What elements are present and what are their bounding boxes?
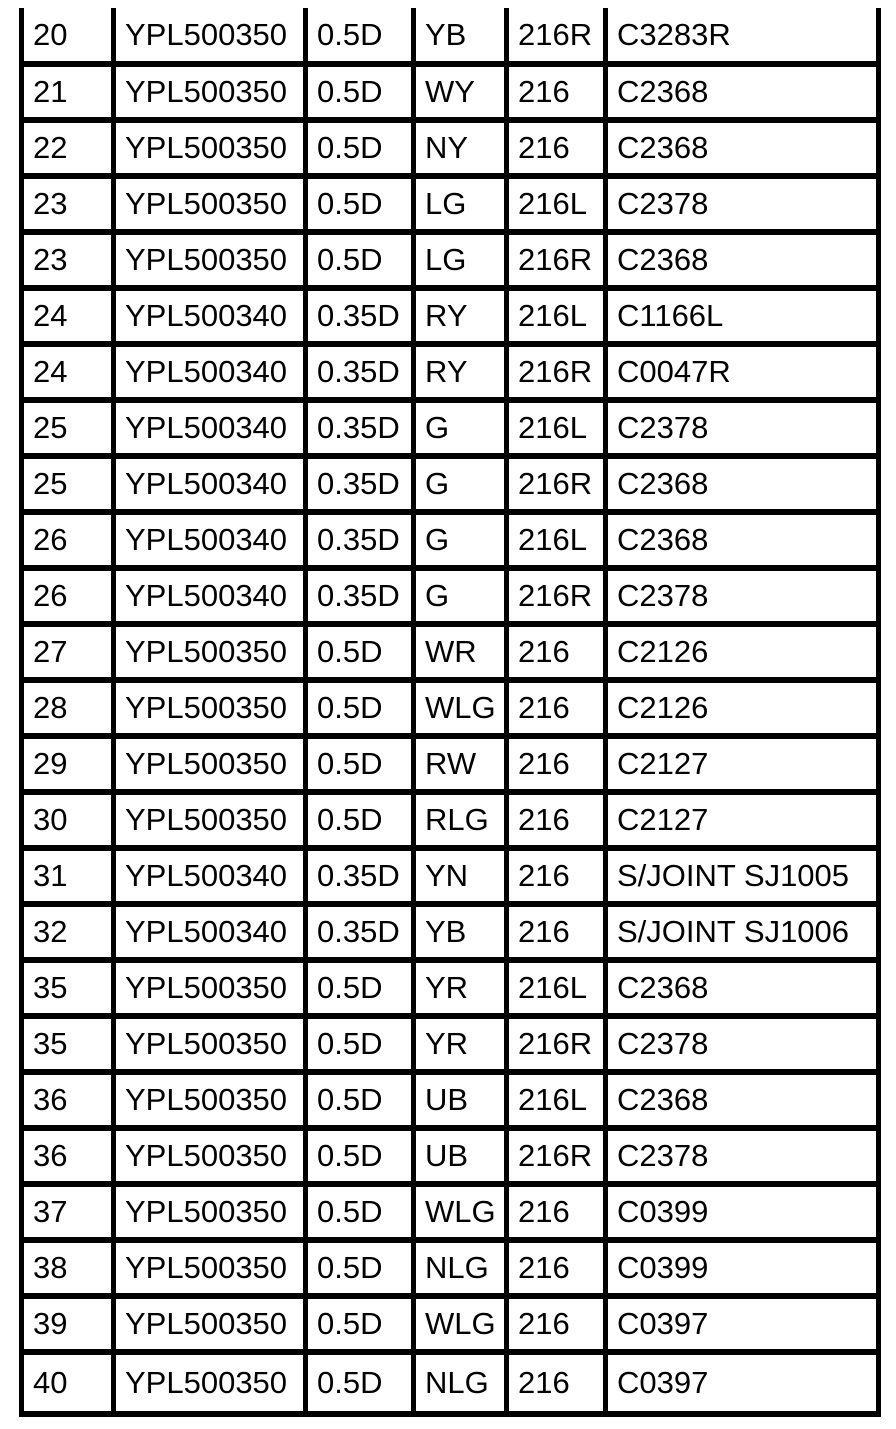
- connector-cell: S/JOINT SJ1005: [606, 848, 879, 904]
- location-cell: 216R: [507, 456, 606, 512]
- location-cell: 216L: [507, 176, 606, 232]
- wire-color-cell: G: [414, 568, 507, 624]
- table-row: [22, 1352, 879, 1414]
- location-cell: 216: [507, 1296, 606, 1352]
- connector-cell: C2378: [606, 176, 879, 232]
- circuit-number-cell: 28: [22, 680, 114, 736]
- wire-size-cell: 0.5D: [306, 1352, 414, 1414]
- part-number-cell: YPL500340: [114, 456, 306, 512]
- wire-color-cell: RW: [414, 736, 507, 792]
- wire-color-cell: RY: [414, 344, 507, 400]
- part-number-cell: YPL500350: [114, 1296, 306, 1352]
- circuit-number-cell: 25: [22, 400, 114, 456]
- circuit-number-cell: 21: [22, 64, 114, 120]
- wire-size-cell: 0.5D: [306, 1184, 414, 1240]
- wire-size-cell: 0.5D: [306, 232, 414, 288]
- table-row: [22, 400, 879, 456]
- circuit-number-cell: 35: [22, 960, 114, 1016]
- wire-size-cell: 0.5D: [306, 1016, 414, 1072]
- circuit-number-cell: 30: [22, 792, 114, 848]
- table-row: [22, 288, 879, 344]
- wire-size-cell: 0.35D: [306, 288, 414, 344]
- connector-cell: C2378: [606, 568, 879, 624]
- wire-size-cell: 0.35D: [306, 848, 414, 904]
- part-number-cell: YPL500340: [114, 848, 306, 904]
- part-number-cell: YPL500350: [114, 232, 306, 288]
- circuit-number-cell: 24: [22, 344, 114, 400]
- table-row: [22, 64, 879, 120]
- location-cell: 216: [507, 680, 606, 736]
- location-cell: 216R: [507, 1016, 606, 1072]
- table-row: [22, 456, 879, 512]
- table-row: [22, 848, 879, 904]
- part-number-cell: YPL500350: [114, 1072, 306, 1128]
- connector-cell: C2368: [606, 456, 879, 512]
- location-cell: 216: [507, 624, 606, 680]
- connector-cell: C0397: [606, 1296, 879, 1352]
- wire-color-cell: LG: [414, 232, 507, 288]
- wire-color-cell: YB: [414, 904, 507, 960]
- part-number-cell: YPL500340: [114, 400, 306, 456]
- wire-size-cell: 0.5D: [306, 120, 414, 176]
- circuit-number-cell: 22: [22, 120, 114, 176]
- part-number-cell: YPL500350: [114, 792, 306, 848]
- wire-color-cell: NLG: [414, 1352, 507, 1414]
- connector-cell: C0397: [606, 1352, 879, 1414]
- wire-color-cell: LG: [414, 176, 507, 232]
- wire-size-cell: 0.35D: [306, 400, 414, 456]
- table-row: [22, 736, 879, 792]
- part-number-cell: YPL500350: [114, 680, 306, 736]
- connector-cell: C2127: [606, 792, 879, 848]
- table-row: [22, 568, 879, 624]
- location-cell: 216: [507, 904, 606, 960]
- connector-cell: C2368: [606, 960, 879, 1016]
- location-cell: 216R: [507, 232, 606, 288]
- wire-color-cell: RLG: [414, 792, 507, 848]
- wire-color-cell: G: [414, 456, 507, 512]
- circuit-number-cell: 26: [22, 512, 114, 568]
- wire-size-cell: 0.5D: [306, 792, 414, 848]
- connector-cell: C2368: [606, 512, 879, 568]
- wire-color-cell: WLG: [414, 1184, 507, 1240]
- connector-cell: C2368: [606, 64, 879, 120]
- part-number-cell: YPL500350: [114, 120, 306, 176]
- part-number-cell: YPL500350: [114, 1184, 306, 1240]
- wire-color-cell: NY: [414, 120, 507, 176]
- location-cell: 216: [507, 848, 606, 904]
- table-row: [22, 960, 879, 1016]
- connector-cell: C2368: [606, 232, 879, 288]
- table-row: [22, 904, 879, 960]
- part-number-cell: YPL500350: [114, 64, 306, 120]
- location-cell: 216L: [507, 288, 606, 344]
- connector-cell: C2368: [606, 120, 879, 176]
- wire-color-cell: NLG: [414, 1240, 507, 1296]
- part-number-cell: YPL500340: [114, 344, 306, 400]
- table-row: [22, 1128, 879, 1184]
- wire-color-cell: UB: [414, 1072, 507, 1128]
- table-row: [22, 1184, 879, 1240]
- wire-color-cell: WR: [414, 624, 507, 680]
- part-number-cell: YPL500350: [114, 8, 306, 64]
- location-cell: 216L: [507, 400, 606, 456]
- circuit-number-cell: 27: [22, 624, 114, 680]
- wire-color-cell: WLG: [414, 680, 507, 736]
- part-number-cell: YPL500350: [114, 960, 306, 1016]
- connector-cell: C3283R: [606, 8, 879, 64]
- circuit-number-cell: 24: [22, 288, 114, 344]
- part-number-cell: YPL500350: [114, 624, 306, 680]
- wire-color-cell: G: [414, 400, 507, 456]
- circuit-number-cell: 31: [22, 848, 114, 904]
- connector-cell: C2126: [606, 680, 879, 736]
- wire-size-cell: 0.35D: [306, 344, 414, 400]
- location-cell: 216R: [507, 1128, 606, 1184]
- connector-cell: C2378: [606, 400, 879, 456]
- circuit-number-cell: 32: [22, 904, 114, 960]
- circuit-number-cell: 38: [22, 1240, 114, 1296]
- circuit-number-cell: 23: [22, 176, 114, 232]
- wire-size-cell: 0.5D: [306, 960, 414, 1016]
- circuit-number-cell: 29: [22, 736, 114, 792]
- wire-size-cell: 0.5D: [306, 680, 414, 736]
- location-cell: 216: [507, 1352, 606, 1414]
- table-row: [22, 680, 879, 736]
- wire-size-cell: 0.5D: [306, 624, 414, 680]
- table-row: [22, 1296, 879, 1352]
- location-cell: 216: [507, 1184, 606, 1240]
- circuit-number-cell: 36: [22, 1072, 114, 1128]
- location-cell: 216: [507, 64, 606, 120]
- wire-color-cell: UB: [414, 1128, 507, 1184]
- wire-size-cell: 0.35D: [306, 568, 414, 624]
- part-number-cell: YPL500350: [114, 176, 306, 232]
- connector-cell: C0399: [606, 1240, 879, 1296]
- part-number-cell: YPL500340: [114, 512, 306, 568]
- wire-size-cell: 0.5D: [306, 176, 414, 232]
- wire-size-cell: 0.5D: [306, 1240, 414, 1296]
- part-number-cell: YPL500350: [114, 1352, 306, 1414]
- connector-cell: C2127: [606, 736, 879, 792]
- circuit-number-cell: 26: [22, 568, 114, 624]
- table-row: [22, 120, 879, 176]
- table-row: [22, 176, 879, 232]
- table-row: [22, 1016, 879, 1072]
- wire-size-cell: 0.35D: [306, 512, 414, 568]
- location-cell: 216: [507, 792, 606, 848]
- wire-size-cell: 0.35D: [306, 456, 414, 512]
- table-row: [22, 512, 879, 568]
- table-row: [22, 792, 879, 848]
- wire-size-cell: 0.5D: [306, 736, 414, 792]
- location-cell: 216R: [507, 8, 606, 64]
- circuit-number-cell: 39: [22, 1296, 114, 1352]
- part-number-cell: YPL500340: [114, 288, 306, 344]
- location-cell: 216: [507, 120, 606, 176]
- location-cell: 216: [507, 736, 606, 792]
- wire-color-cell: WY: [414, 64, 507, 120]
- connector-cell: C0399: [606, 1184, 879, 1240]
- connector-cell: C2368: [606, 1072, 879, 1128]
- part-number-cell: YPL500350: [114, 1016, 306, 1072]
- location-cell: 216L: [507, 960, 606, 1016]
- circuit-number-cell: 40: [22, 1352, 114, 1414]
- table-row: [22, 232, 879, 288]
- wire-size-cell: 0.5D: [306, 1296, 414, 1352]
- location-cell: 216L: [507, 1072, 606, 1128]
- wiring-table-body: [22, 8, 879, 1414]
- wire-color-cell: YR: [414, 1016, 507, 1072]
- table-row: [22, 1072, 879, 1128]
- connector-cell: S/JOINT SJ1006: [606, 904, 879, 960]
- part-number-cell: YPL500340: [114, 568, 306, 624]
- connector-cell: C2378: [606, 1128, 879, 1184]
- location-cell: 216: [507, 1240, 606, 1296]
- wiring-table: [19, 8, 881, 1417]
- table-row: [22, 1240, 879, 1296]
- circuit-number-cell: 37: [22, 1184, 114, 1240]
- connector-cell: C2378: [606, 1016, 879, 1072]
- connector-cell: C2126: [606, 624, 879, 680]
- wire-color-cell: RY: [414, 288, 507, 344]
- location-cell: 216L: [507, 512, 606, 568]
- wire-color-cell: WLG: [414, 1296, 507, 1352]
- wire-size-cell: 0.5D: [306, 1072, 414, 1128]
- part-number-cell: YPL500350: [114, 1128, 306, 1184]
- table-row: [22, 624, 879, 680]
- part-number-cell: YPL500340: [114, 904, 306, 960]
- circuit-number-cell: 35: [22, 1016, 114, 1072]
- wire-color-cell: YR: [414, 960, 507, 1016]
- location-cell: 216R: [507, 344, 606, 400]
- wire-size-cell: 0.5D: [306, 64, 414, 120]
- wire-size-cell: 0.35D: [306, 904, 414, 960]
- connector-cell: C1166L: [606, 288, 879, 344]
- location-cell: 216R: [507, 568, 606, 624]
- circuit-number-cell: 25: [22, 456, 114, 512]
- wire-color-cell: YB: [414, 8, 507, 64]
- table-row: [22, 344, 879, 400]
- part-number-cell: YPL500350: [114, 1240, 306, 1296]
- table-row: [22, 8, 879, 64]
- circuit-number-cell: 36: [22, 1128, 114, 1184]
- part-number-cell: YPL500350: [114, 736, 306, 792]
- circuit-number-cell: 20: [22, 8, 114, 64]
- wire-color-cell: G: [414, 512, 507, 568]
- connector-cell: C0047R: [606, 344, 879, 400]
- wire-size-cell: 0.5D: [306, 1128, 414, 1184]
- wire-color-cell: YN: [414, 848, 507, 904]
- circuit-number-cell: 23: [22, 232, 114, 288]
- wire-size-cell: 0.5D: [306, 8, 414, 64]
